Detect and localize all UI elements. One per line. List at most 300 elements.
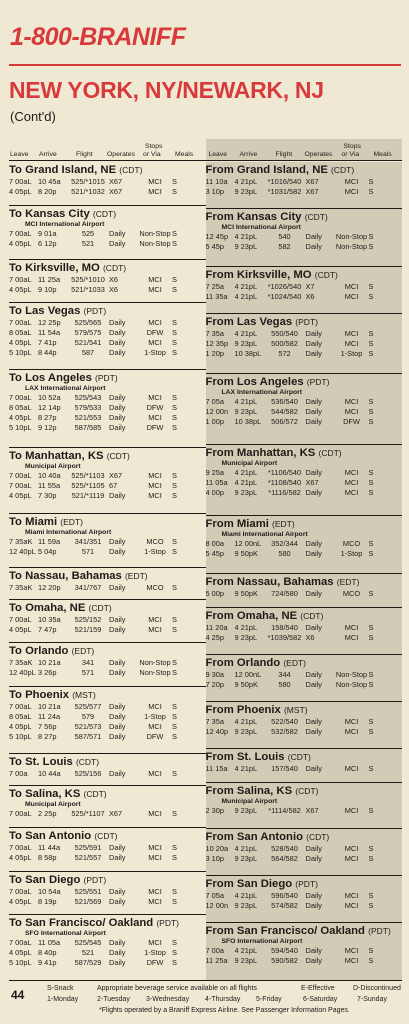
operates-days: Daily (305, 589, 322, 599)
flight-row (9, 338, 206, 348)
flight-number: 521/*1119 (71, 491, 105, 501)
flight-row (206, 901, 403, 911)
flight-number: 521/*1033 (71, 284, 105, 294)
flight-row (9, 423, 206, 433)
arrive-time: 10 21a (38, 658, 61, 668)
arrive-time: 8 44p (38, 348, 57, 358)
flight-number: 352/344 (271, 538, 298, 548)
flight-number: 572 (278, 349, 291, 359)
destination-name: From Los Angeles (205, 375, 304, 388)
column-headers-right (206, 139, 403, 160)
time-zone: (EDT) (272, 518, 295, 529)
flight-row (206, 349, 403, 359)
arrive-time: 12 20p (38, 583, 61, 593)
destination-title (9, 786, 206, 801)
time-zone: (CDT) (92, 208, 117, 219)
destination-title (206, 574, 403, 589)
stops-via: MCI (344, 396, 359, 406)
leave-time: 4 05pL (9, 624, 32, 634)
legend-effective: E-Effective (301, 985, 335, 992)
airport-name: Miami International Airport (25, 529, 112, 536)
destination-title (9, 915, 206, 930)
header-flight: Flight (275, 151, 293, 158)
operates-days: X67 (305, 187, 319, 196)
flight-number: *1026/540 (267, 282, 302, 292)
destination-name: To Manhattan, KS (9, 450, 104, 463)
leave-time: 4 05pL (9, 491, 32, 501)
flight-row (9, 887, 206, 897)
airport-name: Municipal Airport (221, 459, 278, 467)
operates-days: X67 (305, 177, 319, 186)
flight-row (206, 232, 403, 242)
time-zone: (CDT) (295, 786, 319, 797)
operates-days: Daily (305, 727, 322, 737)
time-zone: (CDT) (106, 451, 130, 462)
operates-days: Daily (305, 853, 322, 863)
destination-name: To San Francisco/ Oakland (9, 917, 154, 930)
destination-title (9, 448, 206, 463)
stops-via: MCI (344, 806, 359, 816)
destination-title (206, 516, 403, 531)
arrive-time: 9 50pK (234, 680, 258, 690)
flight-number: 521 (81, 948, 95, 958)
leave-time: 12 40p (205, 727, 229, 737)
flight-number: 521/553 (74, 413, 102, 423)
flight-row (9, 853, 206, 863)
arrive-time: 4 21pL (234, 329, 258, 339)
time-zone: (EDT) (60, 517, 83, 527)
schedule-section (206, 373, 403, 444)
destination-name: From Las Vegas (205, 316, 293, 329)
outbound-column (9, 162, 206, 980)
meals: S (172, 701, 177, 711)
flight-number: 544/582 (271, 406, 298, 416)
stops-via: MCI (148, 886, 162, 896)
time-zone: (CDT) (75, 757, 100, 767)
flight-number: 587/585 (74, 423, 102, 433)
schedule-section (9, 302, 206, 369)
leave-time: 10 20a (205, 843, 229, 853)
flight-row (9, 625, 206, 635)
legend-day-7: 7-Sunday (357, 996, 387, 1003)
flight-row (206, 292, 403, 302)
meals: S (368, 416, 374, 426)
flight-number: 528/540 (271, 843, 298, 853)
flight-row (206, 623, 403, 633)
meals: S (368, 538, 374, 548)
stops-via: MCI (344, 292, 359, 302)
schedule-section (9, 259, 206, 303)
airport-name: Miami International Airport (221, 530, 308, 538)
destination-name: From Manhattan, KS (205, 446, 316, 459)
stops-via: DFW (146, 731, 164, 741)
arrive-time: 10 35a (38, 614, 61, 624)
operates-days: Daily (305, 717, 322, 727)
operates-days: Daily (305, 406, 322, 416)
flight-number: 536/540 (271, 396, 298, 406)
arrive-time: 9 23pL (234, 727, 258, 737)
brand-logo: 1-800-BRANIFF (10, 23, 186, 51)
destination-title (9, 828, 206, 843)
arrive-time: 4 21pL (234, 764, 258, 774)
arrive-time: 9 10p (38, 284, 57, 294)
flight-row (9, 239, 206, 249)
meals: S (368, 633, 374, 643)
flight-row (206, 806, 403, 816)
schedule-section (9, 753, 206, 785)
operates-days: Daily (109, 721, 126, 731)
flight-number: 587/571 (74, 731, 102, 741)
meals: S (368, 890, 374, 900)
flight-number: 341/767 (74, 583, 102, 593)
legend-day-6: 6-Saturday (303, 996, 338, 1003)
flight-row (9, 583, 206, 593)
flight-row (206, 854, 403, 864)
operates-days: X67 (109, 187, 123, 196)
operates-days: Daily (305, 396, 322, 406)
flight-row (9, 732, 206, 742)
stops-via: MCI (148, 614, 162, 624)
time-zone: (MST) (72, 689, 96, 700)
destination-name: To Los Angeles (9, 372, 92, 385)
time-zone: (CDT) (287, 752, 311, 763)
arrive-time: 4 21pL (234, 396, 258, 406)
leave-time: 11 35a (205, 292, 228, 302)
flight-row (206, 478, 403, 488)
flight-row (206, 397, 403, 407)
arrive-time: 10 21a (38, 701, 61, 711)
time-zone: (MST) (283, 705, 308, 716)
leave-time: 7 35a (205, 717, 224, 727)
operates-days: Daily (109, 348, 126, 358)
operates-days: Daily (109, 318, 126, 328)
flight-number: 580 (278, 680, 291, 690)
arrive-time: 11 55a (38, 481, 61, 491)
airport-name: SFO International Airport (221, 937, 303, 945)
flight-row (206, 339, 403, 349)
arrive-time: 11 44a (38, 843, 61, 853)
stops-via: MCI (148, 721, 162, 731)
destination-title (206, 209, 403, 224)
destination-title (9, 643, 206, 658)
flight-number: 525/577 (74, 701, 102, 711)
time-zone: (CDT) (94, 831, 118, 842)
operates-days: Daily (109, 328, 126, 338)
meals: S (368, 231, 374, 241)
meals: S (368, 349, 374, 359)
operates-days: Daily (305, 623, 322, 633)
stops-via: MCI (148, 177, 162, 186)
operates-days: Daily (305, 349, 322, 359)
header-rule (9, 64, 401, 66)
arrive-time: 4 21pL (234, 477, 258, 487)
flight-number: 525/551 (74, 886, 102, 896)
operates-days: Daily (109, 583, 126, 593)
leave-time: 12 35p (205, 339, 229, 349)
time-zone: (CDT) (314, 270, 338, 281)
leave-time: 12 00n (205, 900, 229, 910)
stops-via: MCO (342, 538, 361, 548)
time-zone: (PDT) (83, 874, 107, 885)
arrive-time: 10 54a (38, 886, 61, 896)
meals: S (368, 843, 374, 853)
meals: S (172, 624, 177, 634)
arrive-time: 9 23pL (234, 806, 258, 816)
flight-row (206, 468, 403, 478)
meals: S (172, 896, 177, 906)
leave-time: 4 05pL (9, 853, 32, 863)
arrive-time: 7 56p (38, 721, 57, 731)
flight-number: 525/*1103 (71, 471, 105, 481)
schedule-section (206, 922, 403, 980)
flight-number: 525/543 (74, 393, 102, 403)
airport-name: MCI International Airport (221, 223, 301, 231)
meals: S (368, 477, 374, 487)
operates-days: Daily (305, 955, 322, 965)
flight-number: 579/575 (74, 328, 102, 338)
legend-day-3: 3-Wednesday (146, 996, 190, 1003)
flight-number: 587 (81, 348, 95, 358)
time-zone: (EDT) (124, 571, 148, 582)
flight-number: 158/540 (271, 623, 298, 633)
operates-days: Daily (109, 624, 126, 634)
time-zone: (CDT) (88, 602, 112, 613)
operates-days: Daily (305, 945, 322, 955)
flight-row (206, 956, 403, 966)
meals: S (368, 955, 374, 965)
schedule-section (9, 686, 206, 753)
stops-via: DFW (146, 958, 164, 968)
operates-days: Daily (305, 487, 322, 497)
flight-number: 579 (81, 711, 95, 721)
operates-days: X7 (305, 282, 315, 292)
schedule-section (9, 369, 206, 447)
flight-row (206, 946, 403, 956)
flight-row (206, 764, 403, 774)
leave-time: 4 05pL (9, 948, 32, 958)
leave-time: 11 25a (205, 955, 228, 965)
header-arrive: Arrive (239, 151, 258, 158)
stops-via: MCI (344, 633, 359, 643)
schedule-section (206, 208, 403, 266)
arrive-time: 9 23pL (234, 339, 258, 349)
arrive-time: 7 41p (38, 338, 57, 348)
stops-via: MCI (344, 623, 359, 633)
schedule-section (9, 827, 206, 871)
flight-row (9, 702, 206, 712)
destination-title (206, 374, 403, 389)
operates-days: Daily (109, 853, 126, 863)
arrive-time: 9 50pK (234, 548, 258, 558)
column-headers-left (9, 139, 206, 160)
operates-days: Daily (109, 896, 126, 906)
flight-number: *1114/582 (268, 806, 301, 816)
time-zone: (EDT) (283, 658, 306, 669)
flight-row (9, 615, 206, 625)
flight-row (9, 348, 206, 358)
flight-number: *1106/540 (267, 467, 302, 477)
header-meals: Meals (175, 151, 194, 158)
flight-number: 525/565 (74, 318, 102, 328)
leave-time: 3 10p (205, 853, 224, 863)
destination-title (206, 445, 403, 460)
flight-row (9, 897, 206, 907)
operates-days: X6 (109, 284, 119, 294)
time-zone: (EDT) (71, 646, 95, 657)
destination-name: To Nassau, Bahamas (9, 570, 122, 583)
schedule-section (9, 447, 206, 513)
arrive-time: 10 38pL (234, 416, 262, 426)
destination-title (9, 872, 206, 887)
meals: S (172, 413, 177, 423)
destination-title (9, 514, 206, 529)
arrive-time: 9 23pL (234, 241, 258, 251)
operates-days: Daily (109, 886, 126, 896)
stops-via: MCI (148, 274, 162, 284)
operates-days: Daily (109, 423, 126, 433)
operates-days: X67 (305, 806, 319, 816)
flight-row (206, 242, 403, 252)
operates-days: Daily (305, 764, 322, 774)
operates-days: X67 (109, 471, 123, 481)
stops-via: DFW (146, 328, 164, 338)
meals: S (368, 406, 374, 416)
stops-via: MCI (148, 187, 162, 196)
leave-time: 11 05a (205, 477, 228, 487)
time-zone: (PDT) (95, 373, 118, 384)
flight-row (206, 680, 403, 690)
meals: S (172, 393, 177, 403)
flight-row (9, 285, 206, 295)
stops-via: Non-Stop (335, 680, 368, 690)
flight-row (206, 891, 403, 901)
leave-time: 1 00p (205, 416, 224, 426)
leave-time: 2 30p (205, 806, 224, 816)
header-meals: Meals (373, 151, 392, 158)
flight-number: 341 (81, 658, 95, 668)
footnote: *Flights operated by a Braniff Express Airline. See Passenger Information Pages. (99, 1007, 350, 1014)
meals: S (368, 670, 374, 680)
stops-via: MCI (344, 764, 359, 774)
leave-time: 7 00aL (9, 843, 32, 853)
stops-via: 1-Stop (340, 349, 363, 359)
arrive-time: 7 30p (38, 491, 57, 501)
operates-days: Daily (109, 491, 126, 501)
stops-via: 1-Stop (144, 547, 166, 556)
stops-via: MCI (344, 945, 359, 955)
inbound-column (206, 162, 403, 980)
flight-number: 580 (278, 548, 291, 558)
meals: S (368, 900, 374, 910)
leave-time: 7 35aK (9, 583, 33, 593)
flight-row (9, 403, 206, 413)
stops-via: MCI (148, 481, 162, 491)
operates-days: Daily (109, 658, 126, 668)
flight-number: 521/541 (74, 338, 102, 348)
operates-days: X67 (109, 177, 123, 186)
arrive-time: 5 04p (38, 547, 57, 556)
destination-name: From San Antonio (205, 830, 303, 843)
flight-number: 525/*1107 (71, 808, 105, 818)
destination-title (9, 754, 206, 769)
flight-number: 521/573 (74, 721, 102, 731)
meals: S (172, 537, 177, 546)
meals: S (172, 614, 177, 624)
legend-snack: S-Snack (47, 985, 74, 992)
meals: S (172, 471, 177, 481)
operates-days: Daily (305, 900, 322, 910)
header-leave: Leave (10, 151, 29, 158)
flight-number: 590/582 (271, 955, 298, 965)
stops-via: MCI (148, 471, 162, 481)
header-leave: Leave (208, 151, 228, 158)
destination-title (9, 303, 206, 318)
destination-name: From Miami (205, 517, 269, 530)
leave-time: 7 00aL (9, 701, 32, 711)
arrive-time: 4 21pL (234, 843, 258, 853)
leave-time: 7 35aK (9, 537, 33, 546)
schedule-section (206, 515, 403, 573)
meals: S (172, 403, 177, 413)
flight-row (9, 177, 206, 187)
flight-number: *1016/540 (267, 177, 302, 186)
flight-row (9, 537, 206, 547)
destination-name: From Kansas City (205, 210, 302, 223)
flight-row (206, 717, 403, 727)
stops-via: MCI (148, 769, 162, 778)
stops-via: MCI (344, 487, 359, 497)
stops-via: 1-Stop (340, 548, 363, 558)
meals: S (172, 731, 177, 741)
header-operates: Operates (304, 151, 333, 158)
meals: S (368, 187, 374, 196)
arrive-time: 9 41p (38, 958, 57, 968)
operates-days: Daily (305, 329, 322, 339)
arrive-time: 10 44a (38, 769, 61, 778)
destination-name: To Kansas City (9, 207, 90, 220)
time-zone: (PDT) (156, 918, 179, 929)
meals: S (172, 187, 177, 196)
arrive-time: 11 54a (38, 328, 61, 338)
header-flight: Flight (76, 151, 93, 158)
flight-number: 564/582 (271, 853, 298, 863)
time-zone: (PDT) (306, 376, 330, 387)
arrive-time: 8 19p (38, 896, 57, 906)
meals: S (172, 583, 177, 593)
flight-number: 587/529 (74, 958, 102, 968)
schedule-section (9, 513, 206, 567)
flight-row (9, 722, 206, 732)
arrive-time: 10 40a (38, 471, 61, 481)
operates-days: Daily (109, 393, 126, 403)
legend-day-5: 5-Friday (256, 996, 282, 1003)
operates-days: Daily (109, 769, 126, 778)
flight-number: 525/152 (74, 614, 102, 624)
operates-days: Daily (305, 670, 322, 680)
leave-time: 5 45p (205, 548, 224, 558)
leave-time: 4 05pL (9, 187, 32, 196)
stops-via: DFW (146, 423, 164, 433)
schedule-section (9, 205, 206, 259)
operates-days: Daily (109, 614, 126, 624)
destination-title (9, 162, 206, 177)
arrive-time: 4 21pL (234, 890, 258, 900)
leave-time: 5 45p (205, 241, 224, 251)
stops-via: MCI (344, 406, 359, 416)
time-zone: (CDT) (102, 262, 127, 273)
arrive-time: 4 21pL (234, 717, 258, 727)
meals: S (368, 487, 374, 497)
